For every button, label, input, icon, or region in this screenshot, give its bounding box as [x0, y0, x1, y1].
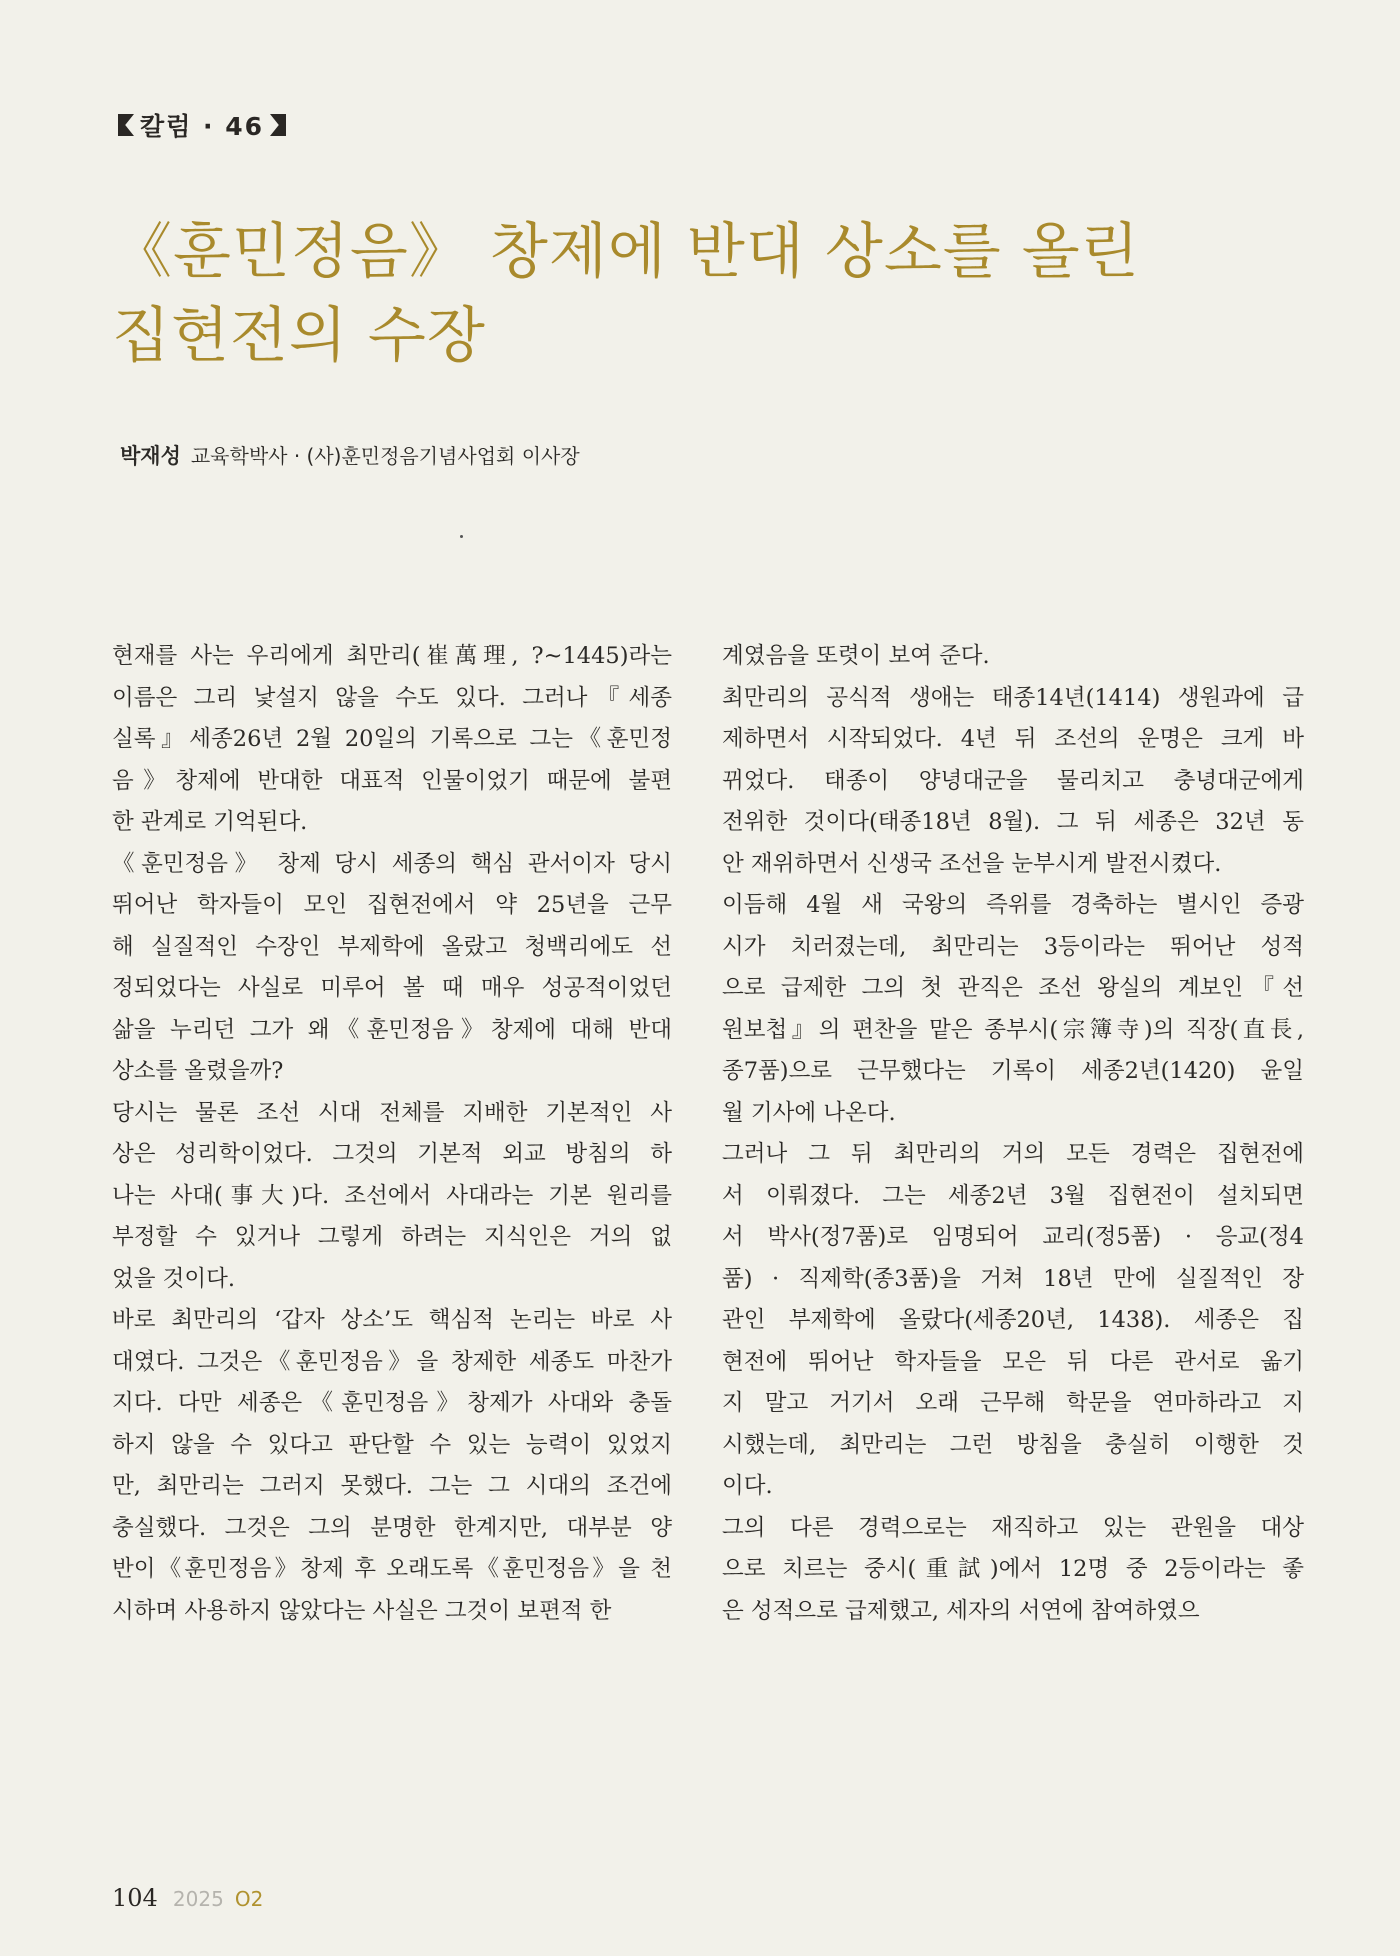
body-line: 상소를 올렸을까?	[112, 1058, 284, 1084]
body-line: 해 실질적인 수장인 부제학에 올랐고 청백리에도 선	[112, 933, 672, 960]
body-paragraph	[722, 885, 1304, 1134]
body-column-right	[722, 636, 1304, 1632]
body-line: 실록』세종26년 2월 20일의 기록으로 그는《훈민정	[112, 726, 672, 752]
body-line: 최만리의 공식적 생애는 태종14년(1414) 생원과에 급	[722, 684, 1304, 711]
body-line: 만, 최만리는 그러지 못했다. 그는 그 시대의 조건에	[112, 1473, 672, 1499]
article-title	[112, 210, 1262, 378]
body-column-left	[112, 636, 672, 1632]
body-line: 현전에 뛰어난 학자들을 모은 뒤 다른 관서로 옮기	[722, 1348, 1304, 1375]
body-line: 나는 사대(事大)다. 조선에서 사대라는 기본 원리를	[112, 1182, 672, 1209]
body-line: 대였다. 그것은《훈민정음》을 창제한 세종도 마찬가	[112, 1348, 672, 1375]
body-line: 제하면서 시작되었다. 4년 뒤 조선의 운명은 크게 바	[722, 726, 1304, 752]
body-paragraph	[112, 844, 672, 1093]
body-paragraph	[722, 678, 1304, 886]
body-line: 안 재위하면서 신생국 조선을 눈부시게 발전시켰다.	[722, 850, 1222, 877]
body-line: 한 관계로 기억된다.	[112, 809, 308, 835]
body-line: 상은 성리학이었다. 그것의 기본적 외교 방침의 하	[112, 1141, 672, 1167]
body-paragraph	[722, 1134, 1304, 1508]
issue-number: O2	[234, 1887, 264, 1911]
body-line: 삶을 누리던 그가 왜《훈민정음》창제에 대해 반대	[112, 1016, 672, 1043]
body-line: 음》창제에 반대한 대표적 인물이었기 때문에 불편	[112, 767, 672, 794]
left-bracket-icon	[118, 114, 134, 136]
body-line: 하지 않을 수 있다고 판단할 수 있는 능력이 있었지	[112, 1431, 672, 1458]
title-line-1: 《훈민정음》 창제에 반대 상소를 올린	[112, 217, 1140, 287]
body-line: 월 기사에 나온다.	[722, 1099, 896, 1126]
scan-speck	[460, 535, 463, 538]
body-line: 정되었다는 사실로 미루어 볼 때 매우 성공적이었던	[112, 975, 672, 1001]
body-paragraph	[112, 636, 672, 844]
body-paragraph	[112, 1300, 672, 1632]
body-line: 지 말고 거기서 오래 근무해 학문을 연마하라고 지	[722, 1390, 1304, 1416]
body-paragraph	[722, 636, 1304, 678]
body-line: 관인 부제학에 올랐다(세종20년, 1438). 세종은 집	[722, 1307, 1304, 1333]
author-affiliation: 교육학박사 · (사)훈민정음기념사업회 이사장	[190, 444, 580, 468]
body-line: 은 성적으로 급제했고, 세자의 서연에 참여하였으	[722, 1597, 1200, 1624]
body-line: 이듬해 4월 새 국왕의 즉위를 경축하는 별시인 증광	[722, 892, 1304, 918]
body-line: 종7품)으로 근무했다는 기록이 세종2년(1420) 윤일	[722, 1058, 1304, 1084]
body-line: 었을 것이다.	[112, 1265, 235, 1292]
body-line: 지다. 다만 세종은《훈민정음》창제가 사대와 충돌	[112, 1390, 672, 1416]
body-line: 그의 다른 경력으로는 재직하고 있는 관원을 대상	[722, 1514, 1304, 1541]
issue-year: 2025	[172, 1887, 224, 1911]
column-label: 칼럼 · 46	[140, 112, 264, 141]
body-line: 이름은 그리 낯설지 않을 수도 있다. 그러나『세종	[112, 684, 672, 711]
body-line: 시하며 사용하지 않았다는 사실은 그것이 보편적 한	[112, 1597, 612, 1624]
body-line: 품) · 직제학(종3품)을 거쳐 18년 만에 실질적인 장	[722, 1265, 1304, 1292]
title-line-2: 집현전의 수장	[112, 301, 486, 371]
body-line: 시가 치러졌는데, 최만리는 3등이라는 뛰어난 성적	[722, 933, 1304, 960]
page-number: 104	[112, 1884, 158, 1912]
body-line: 서 박사(정7품)로 임명되어 교리(정5품) · 응교(정4	[722, 1224, 1304, 1250]
body-line: 서 이뤄졌다. 그는 세종2년 3월 집현전이 설치되면	[722, 1182, 1304, 1209]
body-line: 시했는데, 최만리는 그런 방침을 충실히 이행한 것	[722, 1431, 1304, 1458]
page-footer	[112, 1884, 263, 1912]
body-line: 으로 급제한 그의 첫 관직은 조선 왕실의 계보인『선	[722, 975, 1304, 1001]
column-tag	[112, 107, 292, 143]
body-line: 충실했다. 그것은 그의 분명한 한계지만, 대부분 양	[112, 1514, 672, 1541]
body-line: 《훈민정음》 창제 당시 세종의 핵심 관서이자 당시	[112, 850, 672, 877]
body-line: 으로 치르는 중시(重試)에서 12명 중 2등이라는 좋	[722, 1556, 1304, 1582]
right-bracket-icon	[270, 114, 286, 136]
body-line: 현재를 사는 우리에게 최만리(崔萬理, ?~1445)라는	[112, 643, 672, 669]
body-line: 뀌었다. 태종이 양녕대군을 물리치고 충녕대군에게	[722, 767, 1304, 794]
body-line: 계였음을 또렷이 보여 준다.	[722, 643, 990, 669]
body-line: 원보첩』의 편찬을 맡은 종부시(宗簿寺)의 직장(直長,	[722, 1016, 1304, 1043]
author-name: 박재성	[120, 444, 181, 468]
body-line: 이다.	[722, 1473, 773, 1499]
byline	[120, 440, 580, 470]
body-line: 부정할 수 있거나 그렇게 하려는 지식인은 거의 없	[112, 1224, 672, 1250]
body-paragraph	[722, 1508, 1304, 1633]
body-line: 반이《훈민정음》창제 후 오래도록《훈민정음》을 천	[112, 1556, 672, 1582]
body-line: 바로 최만리의 ‘갑자 상소’도 핵심적 논리는 바로 사	[112, 1307, 672, 1333]
body-line: 뛰어난 학자들이 모인 집현전에서 약 25년을 근무	[112, 892, 672, 918]
body-line: 당시는 물론 조선 시대 전체를 지배한 기본적인 사	[112, 1099, 672, 1126]
body-paragraph	[112, 1093, 672, 1301]
body-line: 전위한 것이다(태종18년 8월). 그 뒤 세종은 32년 동	[722, 809, 1304, 835]
body-line: 그러나 그 뒤 최만리의 거의 모든 경력은 집현전에	[722, 1141, 1304, 1167]
